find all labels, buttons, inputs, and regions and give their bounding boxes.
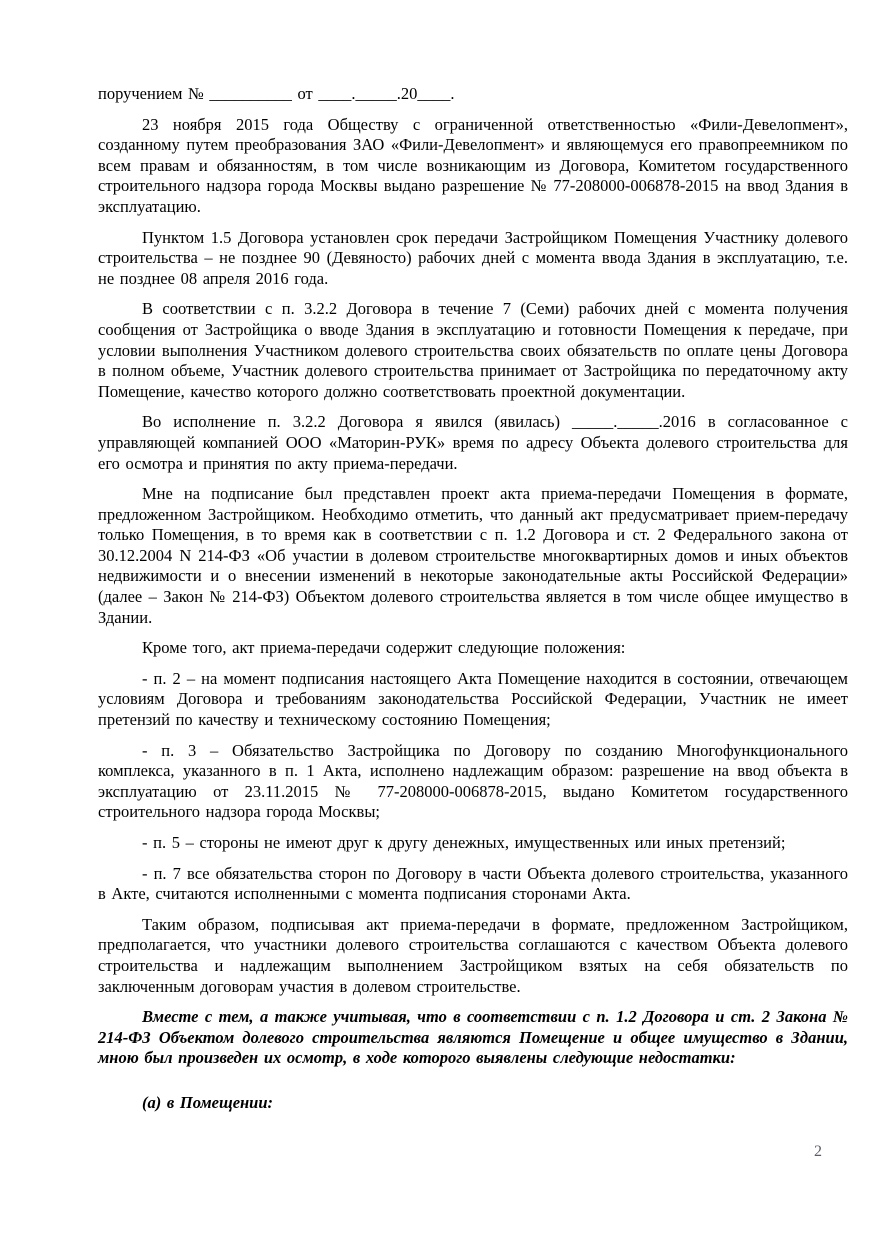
paragraph-payment-order-blank: поручением № __________ от ____._____.20____.: [98, 84, 455, 103]
paragraph-clause-3-2-2-acceptance: В соответствии с п. 3.2.2 Договора в течение 7 (Семи) рабочих дней с момента получения сообщения от Застройщика о вводе Здания в эксплуатацию и готовности Помещения к передаче, при условии выполнения Участником долевого строительства своих обязательств по оплате цены Договора в полном объеме, Участник долевого строительства принимает от Застройщика по передаточному акту Помещение, качество которого должно соответствовать проектной документации.: [98, 299, 848, 401]
paragraph-conclusion-signing: Таким образом, подписывая акт приема-передачи в формате, предложенном Застройщиком, предполагается, что участники долевого строительства соглашаются с качеством Объекта долевого строительства и надлежащим выполнением Застройщиком взятых на себя обязательств по заключенным договорам участия в долевом строительстве.: [98, 914, 848, 996]
paragraph-act-item-2: - п. 2 – на момент подписания настоящего Акта Помещение находится в состоянии, отвечающем условиям Договора и требованиям законодательства Российской Федерации, Участник не имеет претензий по качеству и техническому состоянию Помещения;: [98, 668, 848, 730]
document-text-block: [98, 84, 848, 1124]
paragraph-defects-intro: Вместе с тем, а также учитывая, что в соответствии с п. 1.2 Договора и ст. 2 Закона № 214-ФЗ Объектом долевого строительства являются Помещение и общее имущество в Здании, мною был произведен их осмотр, в ходе которого выявлены следующие недостатки:: [98, 1007, 848, 1068]
paragraph-defects-section-a: (а) в Помещении:: [142, 1092, 274, 1112]
paragraph-act-provisions-intro: Кроме того, акт приема-передачи содержит следующие положения:: [142, 638, 626, 658]
paragraph-draft-act-presented: Мне на подписание был представлен проект акта приема-передачи Помещения в формате, предложенном Застройщиком. Необходимо отметить, что данный акт предусматривает прием-передачу только Помещения, в то время как в соответствии с п. 1.2 Договора и ст. 2 Федерального закона от 30.12.2004 N 214-ФЗ «Об участии в долевом строительстве многоквартирных домов и иных объектов недвижимости и о внесении изменений в некоторые законодательные акты Российской Федерации» (далее – Закон № 214-ФЗ) Объектом долевого строительства является в том числе общее имущество в Здании.: [98, 484, 848, 627]
paragraph-visit-date-blank: Во исполнение п. 3.2.2 Договора я явился (явилась) _____._____.2016 в согласованное с управляющей компанией ООО «Маторин-РУК» время по адресу Объекта долевого строительства для его осмотра и принятия по акту приема-передачи.: [98, 412, 848, 473]
paragraph-act-item-7: - п. 7 все обязательства сторон по Договору в части Объекта долевого строительства, указанного в Акте, считаются исполненными с момента подписания сторонами Акта.: [98, 863, 848, 904]
paragraph-commissioning-permit: 23 ноября 2015 года Обществу с ограниченной ответственностью «Фили-Девелопмент», созданному путем преобразования ЗАО «Фили-Девелопмент» и являющемуся его правопреемником по всем правам и обязанностям, в том числе возникающим из Договора, Комитетом государственного строительного надзора города Москвы выдано разрешение № 77-208000-006878-2015 на ввод Здания в эксплуатацию.: [98, 114, 848, 216]
paragraph-act-item-3: - п. 3 – Обязательство Застройщика по Договору по созданию Многофункционального комплекса, указанного в п. 1 Акта, исполнено надлежащим образом: разрешение на ввод объекта в эксплуатацию от 23.11.2015 № 77-208000-006878-2015, выдано Комитетом государственного строительного надзора города Москвы;: [98, 740, 848, 822]
paragraph-act-item-5: - п. 5 – стороны не имеют друг к другу денежных, имущественных или иных претензий;: [142, 833, 786, 852]
page-number: 2: [814, 1143, 822, 1160]
paragraph-clause-1-5-deadline: Пунктом 1.5 Договора установлен срок передачи Застройщиком Помещения Участнику долевого строительства – не позднее 90 (Девяносто) рабочих дней с момента ввода Здания в эксплуатацию, т.е. не позднее 08 апреля 2016 года.: [98, 227, 848, 288]
